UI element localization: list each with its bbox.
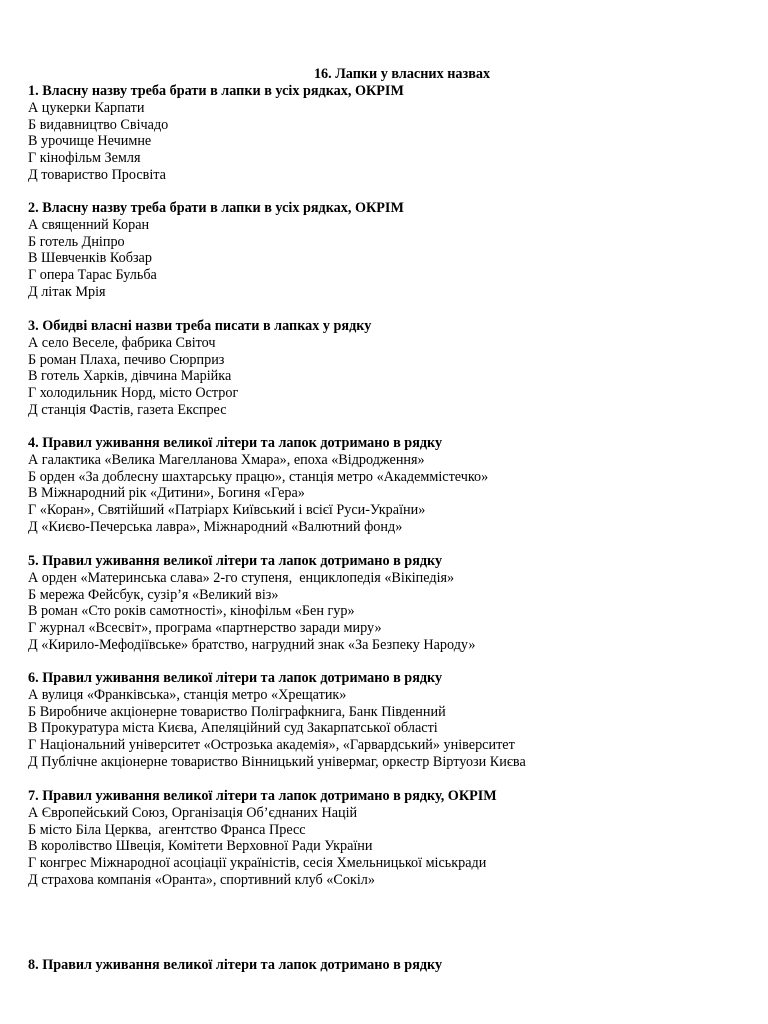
option-d: Г «Коран», Святійший «Патріарх Київський і всієї Руси-України» [28,502,426,519]
option-e: Д «Києво-Печерська лавра», Міжнародний «Валютний фонд» [28,518,403,535]
option-e: Д Публічне акціонерне товариство Вінницький універмаг, оркестр Віртуози Києва [28,753,526,770]
page-title: 16. Лапки у власних назвах [313,66,491,82]
question-5 [28,553,748,654]
question-heading: 7. Правил уживання великої літери та лапок дотримано в рядку, ОКРІМ [28,788,497,804]
option-c: В королівство Швеція, Комітети Верховної Ради України [28,838,373,855]
option-a: А село Веселе, фабрика Світоч [28,334,216,351]
option-a: А Європейський Союз, Організація Об’єднаних Націй [28,804,358,821]
option-b: Б орден «За доблесну шахтарську працю», станція метро «Академмістечко» [28,468,489,485]
question-heading: 6. Правил уживання великої літери та лапок дотримано в рядку [28,670,443,686]
option-d: Г журнал «Всесвіт», програма «партнерство заради миру» [28,620,382,637]
question-heading: 5. Правил уживання великої літери та лапок дотримано в рядку [28,553,443,569]
question-heading: 2. Власну назву треба брати в лапки в усіх рядках, ОКРІМ [28,200,404,216]
option-e: Д «Кирило-Мефодіївське» братство, нагрудний знак «За Безпеку Народу» [28,636,476,653]
option-e: Д літак Мрія [28,283,106,300]
option-c: В готель Харків, дівчина Марійка [28,368,232,385]
option-d: Г конгрес Міжнародної асоціації україністів, сесія Хмельницької міськради [28,855,487,872]
option-d: Г Національний університет «Острозька академія», «Гарвардський» університет [28,737,515,754]
option-e: Д страхова компанія «Оранта», спортивний клуб «Сокіл» [28,871,375,888]
option-c: В урочище Нечимне [28,133,152,150]
option-b: Б місто Біла Церква, агентство Франса Пресс [28,821,306,838]
question-8 [28,957,748,974]
question-heading: 3. Обидві власні назви треба писати в лапках у рядку [28,318,372,334]
option-a: А вулиця «Франківська», станція метро «Хрещатик» [28,686,347,703]
question-6 [28,670,748,771]
option-b: Б роман Плаха, печиво Сюрприз [28,351,225,368]
option-a: А цукерки Карпати [28,99,145,116]
option-c: В Прокуратура міста Києва, Апеляційний суд Закарпатської області [28,720,438,737]
option-a: А орден «Материнська слава» 2-го ступеня, енциклопедія «Вікіпедія» [28,569,455,586]
option-a: А галактика «Велика Магелланова Хмара», епоха «Відродження» [28,451,425,468]
option-e: Д станція Фастів, газета Експрес [28,401,227,418]
option-d: Г опера Тарас Бульба [28,267,157,284]
question-heading: 4. Правил уживання великої літери та лапок дотримано в рядку [28,435,443,451]
option-d: Г кінофільм Земля [28,150,141,167]
option-c: В Шевченків Кобзар [28,250,152,267]
option-a: А священний Коран [28,216,150,233]
question-4 [28,435,748,536]
question-7 [28,788,748,889]
option-e: Д товариство Просвіта [28,166,166,183]
option-b: Б видавництво Свічадо [28,116,169,133]
question-2 [28,200,748,301]
question-3 [28,318,748,419]
option-b: Б Виробниче акціонерне товариство Поліграфкнига, Банк Південний [28,703,446,720]
option-d: Г холодильник Норд, місто Острог [28,385,239,402]
question-heading: 8. Правил уживання великої літери та лапок дотримано в рядку [28,957,443,973]
option-b: Б мережа Фейсбук, сузір’я «Великий віз» [28,586,279,603]
option-c: В Міжнародний рік «Дитини», Богиня «Гера» [28,485,305,502]
question-heading: 1. Власну назву треба брати в лапки в усіх рядках, ОКРІМ [28,83,404,99]
question-1 [28,83,748,184]
option-c: В роман «Сто років самотності», кінофільм «Бен гур» [28,603,355,620]
option-b: Б готель Дніпро [28,233,125,250]
